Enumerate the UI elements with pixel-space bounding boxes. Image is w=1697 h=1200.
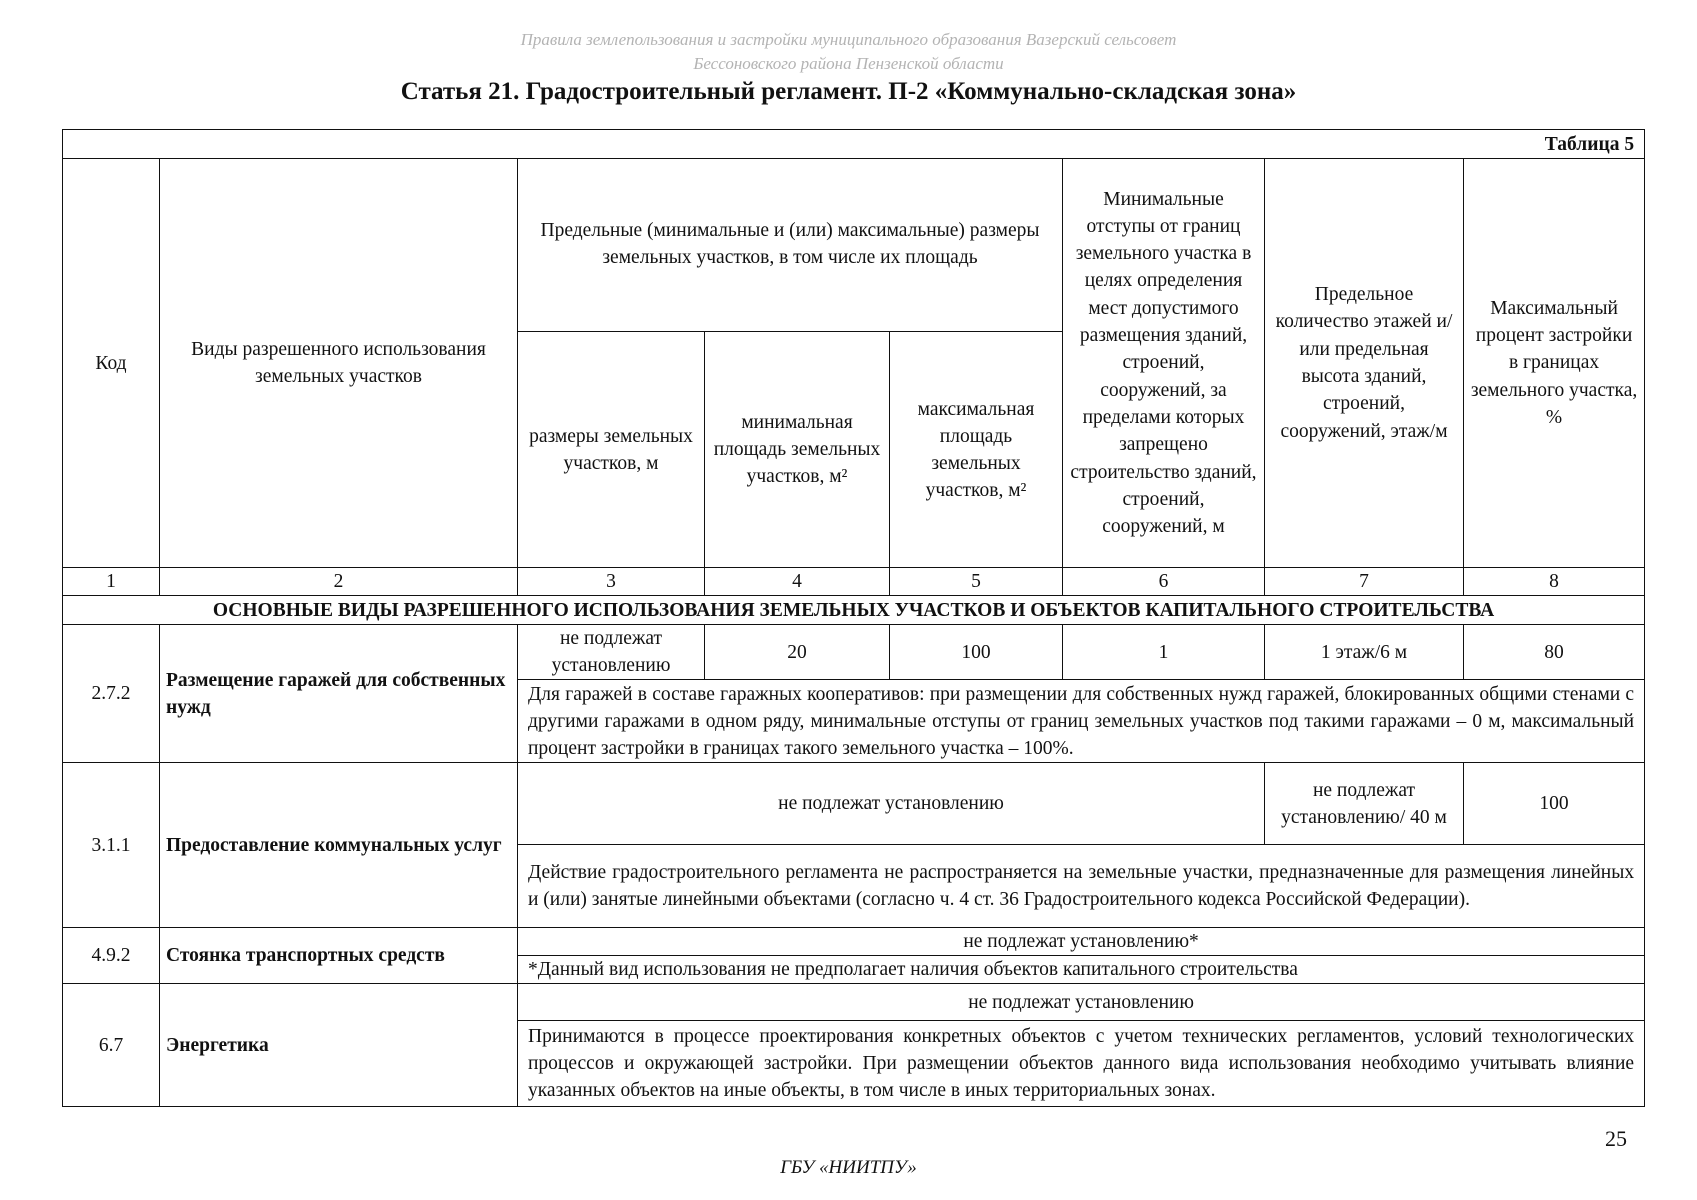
cell-coverage: 100	[1464, 763, 1645, 845]
cell-plot-sizes: не подлежат установлению	[518, 625, 705, 680]
regulation-table	[62, 129, 1645, 1107]
row-note: Для гаражей в составе гаражных кооперативов: при размещении для собственных нужд гаражей, блокированных общими стенами с другими гаражами в одном ряду, минимальные отступы от границ земельных участков под такими гаражами – 0 м, максимальный процент застройки в границах такого земельного участка – 100%.	[518, 680, 1645, 763]
page-footer: ГБУ «НИИТПУ»	[780, 1157, 917, 1178]
column-number: 3	[518, 568, 705, 596]
cell-max-area: 100	[890, 625, 1063, 680]
section-title: ОСНОВНЫЕ ВИДЫ РАЗРЕШЕННОГО ИСПОЛЬЗОВАНИЯ ЗЕМЕЛЬНЫХ УЧАСТКОВ И ОБЪЕКТОВ КАПИТАЛЬНОГО СТРОИТЕЛЬСТВА	[63, 596, 1645, 625]
header-floors: Предельное количество этажей и/или предельная высота зданий, строений, сооружений, этаж/м	[1265, 159, 1464, 568]
cell-merged-values: не подлежат установлению*	[518, 928, 1645, 956]
cell-merged-values: не подлежат установлению	[518, 763, 1265, 845]
cell-floors: 1 этаж/6 м	[1265, 625, 1464, 680]
running-header-line2: Бессоновского района Пензенской области	[693, 54, 1004, 73]
row-use-name: Стоянка транспортных средств	[160, 928, 518, 984]
cell-setback: 1	[1063, 625, 1265, 680]
row-code: 2.7.2	[63, 625, 160, 763]
cell-floors: не подлежат установлению/ 40 м	[1265, 763, 1464, 845]
running-header-line1: Правила землепользования и застройки муниципального образования Вазерский сельсовет	[520, 30, 1177, 49]
column-number: 8	[1464, 568, 1645, 596]
row-note: Принимаются в процессе проектирования конкретных объектов с учетом технических регламентов, условий технологических процессов и окружающей застройки. При размещении объектов данного вида использования необходимо учитывать влияние указанных объектов на иные объекты, в том числе в иных территориальных зонах.	[518, 1021, 1645, 1107]
cell-merged-values: не подлежат установлению	[518, 984, 1645, 1021]
column-number: 7	[1265, 568, 1464, 596]
header-min-area: минимальная площадь земельных участков, м²	[705, 332, 890, 568]
header-plot-sizes: размеры земельных участков, м	[518, 332, 705, 568]
column-number: 1	[63, 568, 160, 596]
header-code: Код	[63, 159, 160, 568]
row-code: 3.1.1	[63, 763, 160, 928]
row-code: 6.7	[63, 984, 160, 1107]
header-setbacks: Минимальные отступы от границ земельного участка в целях определения мест допустимого размещения зданий, строений, сооружений, за пределами которых запрещено строительство зданий, строений, сооружений, м	[1063, 159, 1265, 568]
table-label: Таблица 5	[63, 130, 1645, 159]
column-number: 6	[1063, 568, 1265, 596]
column-number: 5	[890, 568, 1063, 596]
row-note: Действие градостроительного регламента не распространяется на земельные участки, предназначенные для размещения линейных и (или) занятые линейными объектами (согласно ч. 4 ст. 36 Градостроительного кодекса Российской Федерации).	[518, 845, 1645, 928]
header-use-types: Виды разрешенного использования земельных участков	[160, 159, 518, 568]
header-max-area: максимальная площадь земельных участков, м²	[890, 332, 1063, 568]
page-number: 25	[1605, 1126, 1627, 1151]
header-limits-group: Предельные (минимальные и (или) максимальные) размеры земельных участков, в том числе их площадь	[518, 159, 1063, 332]
row-use-name: Энергетика	[160, 984, 518, 1107]
article-title: Статья 21. Градостроительный регламент. П-2 «Коммунально-складская зона»	[400, 78, 1297, 105]
column-number: 4	[705, 568, 890, 596]
cell-coverage: 80	[1464, 625, 1645, 680]
row-use-name: Размещение гаражей для собственных нужд	[160, 625, 518, 763]
column-number: 2	[160, 568, 518, 596]
header-coverage: Максимальный процент застройки в границах земельного участка, %	[1464, 159, 1645, 568]
row-use-name: Предоставление коммунальных услуг	[160, 763, 518, 928]
row-code: 4.9.2	[63, 928, 160, 984]
row-note: *Данный вид использования не предполагает наличия объектов капитального строительства	[518, 956, 1645, 984]
cell-min-area: 20	[705, 625, 890, 680]
regulation-table-container	[62, 129, 1644, 1107]
